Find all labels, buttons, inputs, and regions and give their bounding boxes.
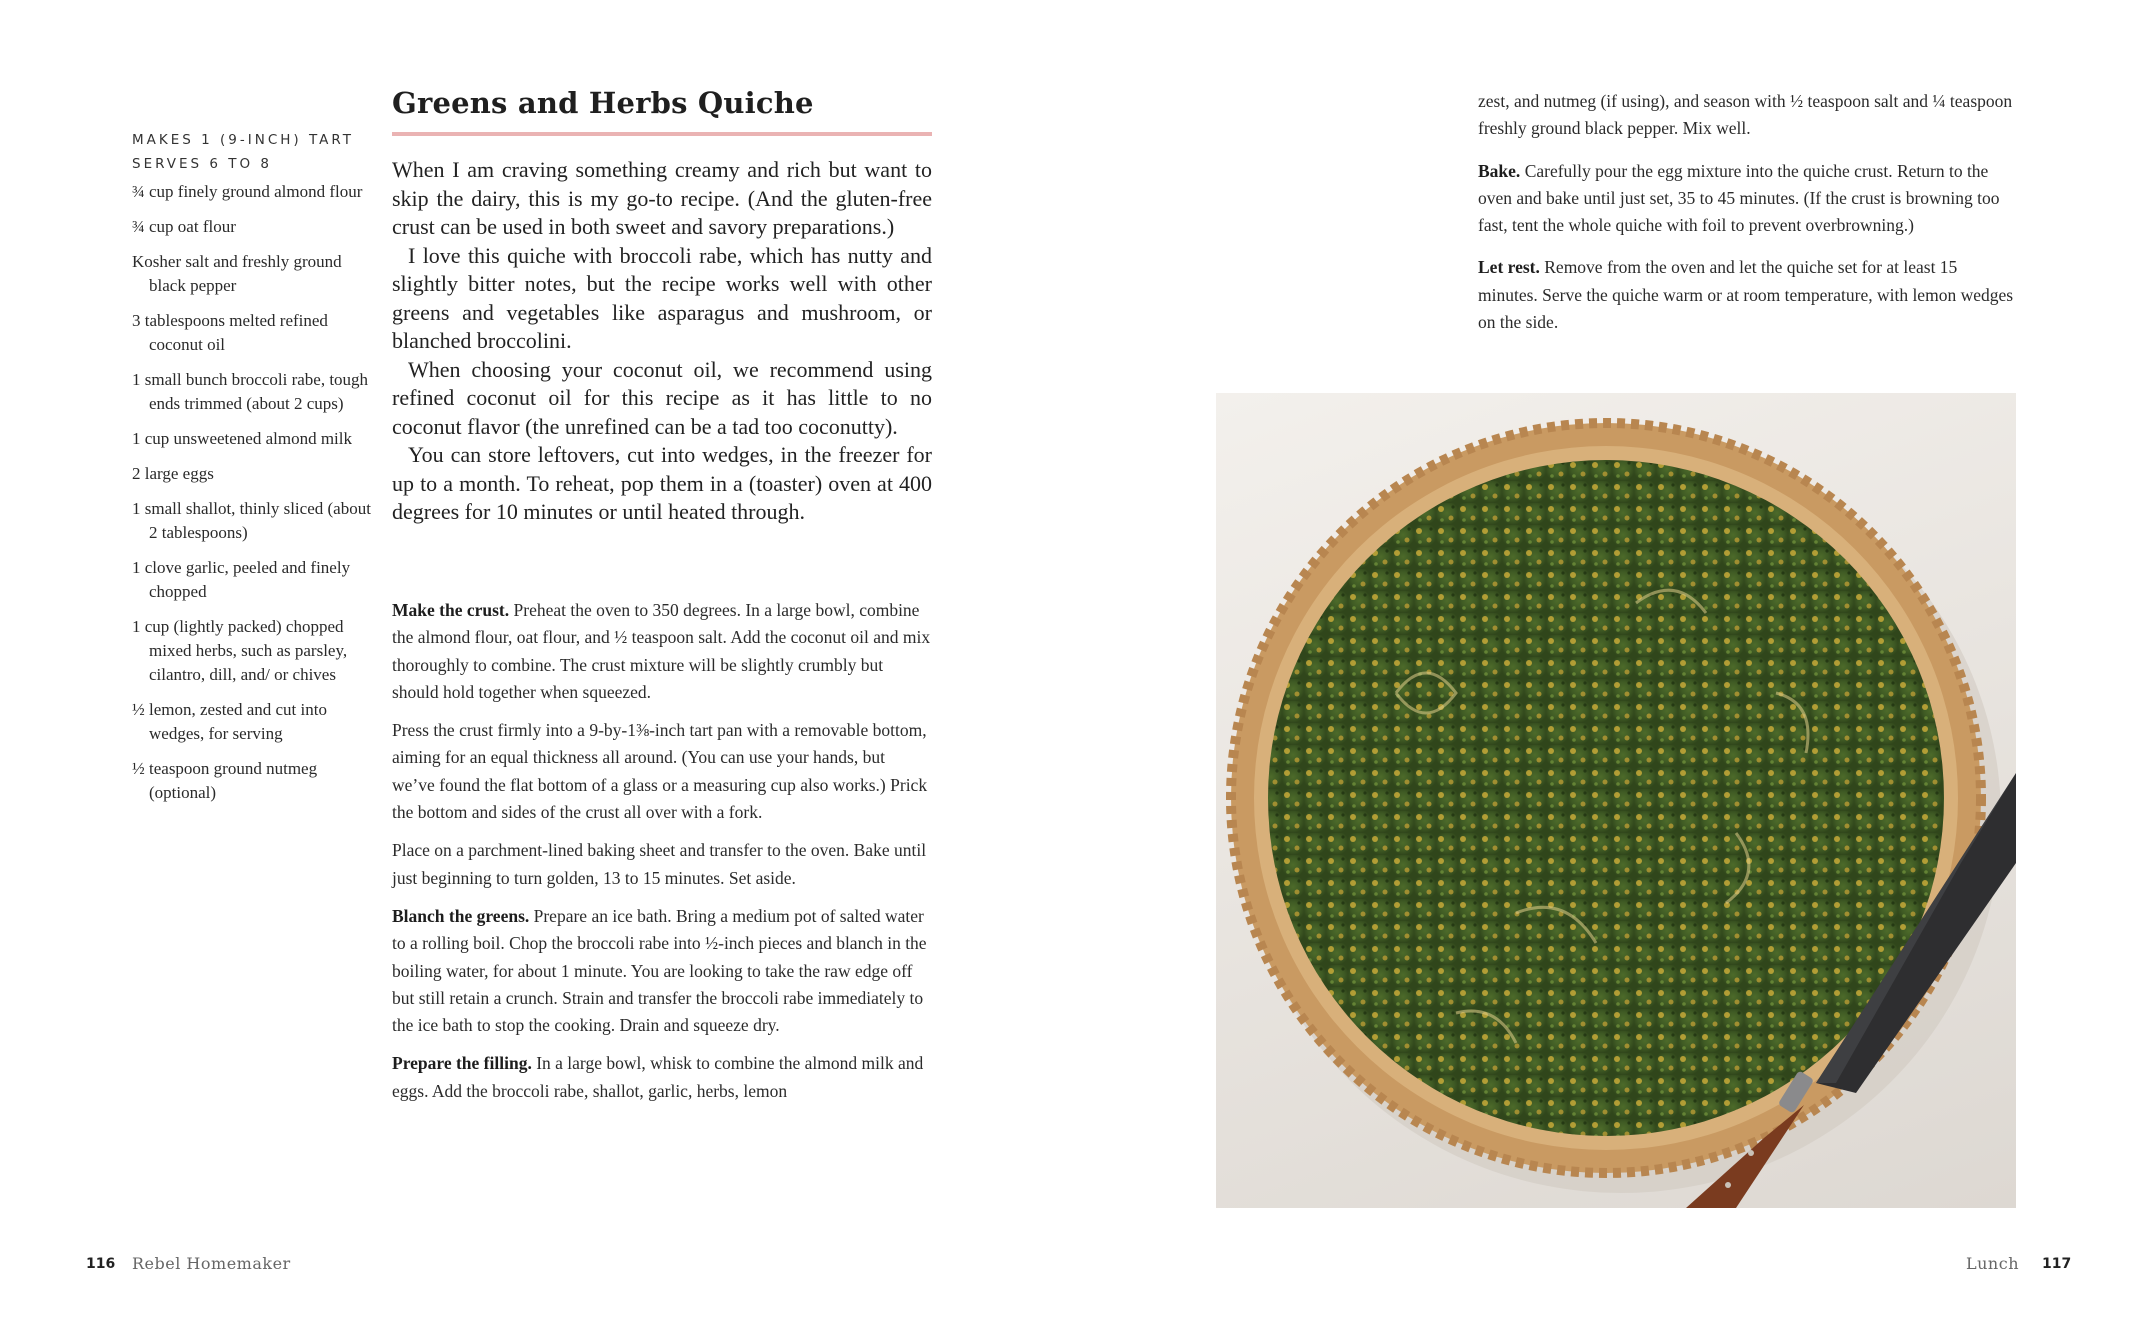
ingredient-item: 1 small shallot, thinly sliced (about 2 tablespoons) bbox=[132, 499, 371, 542]
ingredient-item: ¾ cup oat flour bbox=[132, 217, 236, 236]
step-text: In a large bowl, whisk to combine the almond milk and eggs. Add the broccoli rabe, shallot, garlic, herbs, lemon bbox=[392, 1053, 924, 1101]
ingredient-item: 3 tablespoons melted refined coconut oil bbox=[132, 311, 328, 354]
step-text: zest, and nutmeg (if using), and season with ½ teaspoon salt and ¼ teaspoon freshly ground black pepper. Mix well. bbox=[1478, 91, 2013, 139]
ingredient-item: ½ teaspoon ground nutmeg (optional) bbox=[132, 759, 318, 802]
ingredient-item: ¾ cup finely ground almond flour bbox=[132, 182, 363, 201]
headnote-paragraph: When I am craving something creamy and rich but want to skip the dairy, this is my go-to recipe. (And the gluten-free crust can be used in both sweet and savory preparations.) bbox=[392, 157, 932, 239]
right-running-head: Lunch bbox=[1966, 1254, 2019, 1273]
ingredient-item: 1 small bunch broccoli rabe, tough ends trimmed (about 2 cups) bbox=[132, 370, 369, 413]
ingredient-item: ½ lemon, zested and cut into wedges, for serving bbox=[132, 700, 327, 743]
left-page-number: 116 bbox=[86, 1256, 116, 1272]
method-step bbox=[392, 597, 932, 706]
title-underline bbox=[392, 132, 932, 136]
step-heading: Make the crust. bbox=[392, 600, 510, 620]
quiche-illustration bbox=[1216, 393, 2016, 1208]
method-steps-continued bbox=[1478, 88, 2018, 351]
step-heading: Bake. bbox=[1478, 160, 1521, 181]
step-text: Preheat the oven to 350 degrees. In a large bowl, combine the almond flour, oat flour, and ½ teaspoon salt. Add the coconut oil and mix thoroughly to combine. The crust mixture will be slightly crumbly but should hold together when squeezed. bbox=[392, 600, 931, 702]
ingredient-item: Kosher salt and freshly ground black pepper bbox=[132, 252, 342, 295]
method-step bbox=[1478, 158, 2018, 240]
method-step bbox=[1478, 88, 2018, 143]
quiche-photo bbox=[1216, 393, 2016, 1208]
ingredient-item: 1 cup (lightly packed) chopped mixed herbs, such as parsley, cilantro, dill, and/ or chives bbox=[132, 617, 348, 684]
serves-line: SERVES 6 TO 8 bbox=[132, 156, 272, 172]
left-running-head: Rebel Homemaker bbox=[132, 1254, 291, 1273]
ingredient-item: 1 cup unsweetened almond milk bbox=[132, 429, 353, 448]
method-step bbox=[392, 1050, 932, 1105]
step-text: Prepare an ice bath. Bring a medium pot of salted water to a rolling boil. Chop the broccoli rabe into ½-inch pieces and blanch in the boiling water, for about 1 minute. You are looking to take the raw edge off but still retain a crunch. Strain and transfer the broccoli rabe immediately to the ice bath to stop the cooking. Drain and squeeze dry. bbox=[392, 905, 927, 1036]
ingredient-item: 2 large eggs bbox=[132, 464, 214, 483]
recipe-yield bbox=[132, 128, 372, 176]
method-steps bbox=[392, 597, 932, 1116]
step-heading: Let rest. bbox=[1478, 257, 1540, 278]
headnote-paragraph: I love this quiche with broccoli rabe, which has nutty and slightly bitter notes, but the recipe works well with other greens and vegetables like asparagus and mushroom, or blanched broccolini. bbox=[392, 242, 932, 353]
ingredient-item: 1 clove garlic, peeled and finely chopped bbox=[132, 558, 351, 601]
method-step bbox=[392, 837, 932, 892]
method-step bbox=[1478, 254, 2018, 336]
recipe-title: Greens and Herbs Quiche bbox=[392, 86, 814, 120]
step-text: Remove from the oven and let the quiche set for at least 15 minutes. Serve the quiche warm or at room temperature, with lemon wedges on the side. bbox=[1478, 257, 2014, 333]
tart-filling bbox=[1268, 460, 1944, 1136]
method-step bbox=[392, 903, 932, 1039]
headnote-paragraph: When choosing your coconut oil, we recommend using refined coconut oil for this recipe as it has little to no coconut flavor (the unrefined can be a tad too coconutty). bbox=[392, 356, 932, 439]
step-text: Press the crust firmly into a 9-by-1⅜-inch tart pan with a removable bottom, aiming for an equal thickness all around. (You can use your hands, but we’ve found the flat bottom of a glass or a measuring cup also works.) Prick the bottom and sides of the crust all over with a fork. bbox=[392, 720, 928, 823]
step-text: Place on a parchment-lined baking sheet and transfer to the oven. Bake until just beginning to turn golden, 13 to 15 minutes. Set aside. bbox=[392, 840, 927, 888]
yield-line: MAKES 1 (9-INCH) TART bbox=[132, 132, 355, 148]
step-text: Carefully pour the egg mixture into the quiche crust. Return to the oven and bake until just set, 35 to 45 minutes. (If the crust is browning too fast, tent the whole quiche with foil to prevent overbrowning.) bbox=[1478, 160, 2000, 236]
step-heading: Blanch the greens. bbox=[392, 905, 530, 926]
step-heading: Prepare the filling. bbox=[392, 1053, 532, 1074]
ingredient-list bbox=[132, 180, 372, 816]
headnote-paragraph: You can store leftovers, cut into wedges, in the freezer for up to a month. To reheat, pop them in a (toaster) oven at 400 degrees for 10 minutes or until heated through. bbox=[392, 442, 932, 524]
method-step bbox=[392, 717, 932, 826]
recipe-headnote bbox=[392, 156, 932, 527]
right-page-number: 117 bbox=[2042, 1256, 2072, 1272]
